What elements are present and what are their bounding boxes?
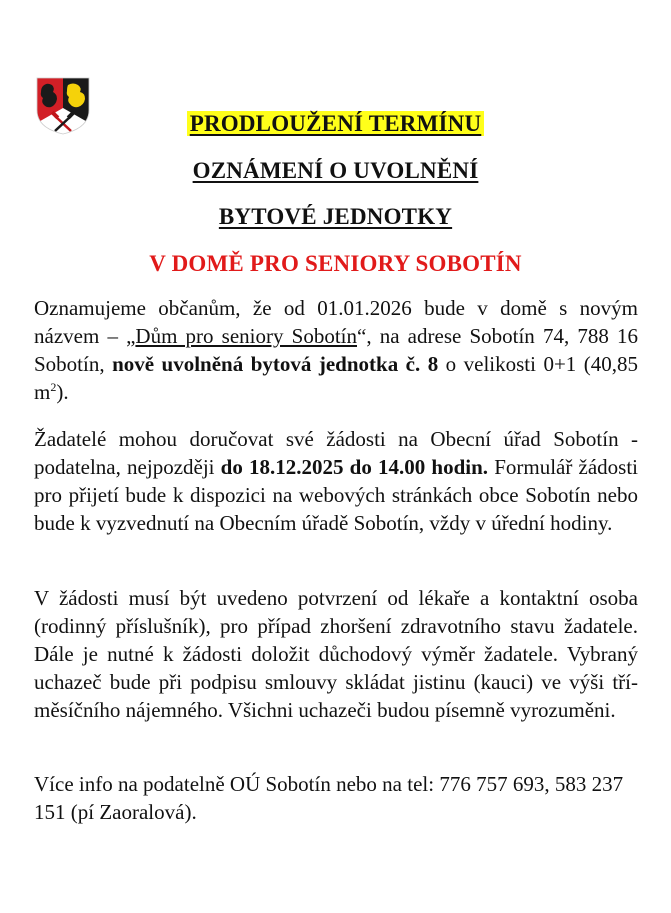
superscript-2: 2: [50, 380, 57, 394]
p1-text-2: “, na adrese Sobotín 74, 788 16 Sobotín,: [34, 324, 638, 376]
p3-text: V žádosti musí být uvedeno potvrzení od lékaře a kontaktní osoba (rodinný příslušník), pro případ zhoršení zdravotního stavu žadatele. Dále je nutné k žádosti doložit důchodový výměr žadatele. Vybraný uchazeč bude při podpisu smlouvy skládat jistinu (kauci) ve výši tří-měsíčního nájemného. Všichni uchazeči budou písemně vyrozuměni.: [34, 586, 638, 722]
heading-line-1: PRODLOUŽENÍ TERMÍNU: [187, 111, 485, 136]
heading-line-4: V DOMĚ PRO SENIORY SOBOTÍN: [149, 251, 522, 276]
paragraph-contact: [34, 770, 638, 826]
p1-text-1: Oznamujeme občanům, že od 01.01.2026 bude v domě s novým názvem – „: [34, 296, 638, 348]
paragraph-deadline: [34, 425, 638, 537]
p4-text: Více info na podatelně OÚ Sobotín nebo na tel: 776 757 693, 583 237 151 (pí Zaoralová).: [34, 772, 624, 824]
heading-announcement: [0, 157, 671, 185]
p2-text-1: Žadatelé mohou doručovat své žádosti na Obecní úřad Sobotín - podatelna, nejpozději: [34, 427, 638, 479]
heading-line-3: BYTOVÉ JEDNOTKY: [218, 204, 453, 229]
heading-senior-house: [0, 250, 671, 278]
paragraph-announcement: [34, 294, 638, 406]
heading-extension-notice: [0, 110, 671, 138]
heading-line-2: OZNÁMENÍ O UVOLNĚNÍ: [192, 158, 479, 183]
house-name: Dům pro seniory Sobotín: [135, 324, 357, 348]
p1-text-4: ).: [56, 380, 69, 404]
paragraph-requirements: [34, 584, 638, 724]
deadline-bold: do 18.12.2025 do 14.00 hodin.: [220, 455, 489, 479]
p2-text-2: Formulář žádosti pro přijetí bude k dispozici na webových stránkách obce Sobotín nebo bude k vyzvednutí na Obecním úřadě Sobotín, vždy v úřední hodiny.: [34, 455, 639, 535]
p1-text-3: o velikosti 0+1 (40,85 m: [34, 352, 638, 404]
heading-housing-unit: [0, 203, 671, 231]
unit-number-bold: nově uvolněná bytová jednotka č. 8: [112, 352, 439, 376]
